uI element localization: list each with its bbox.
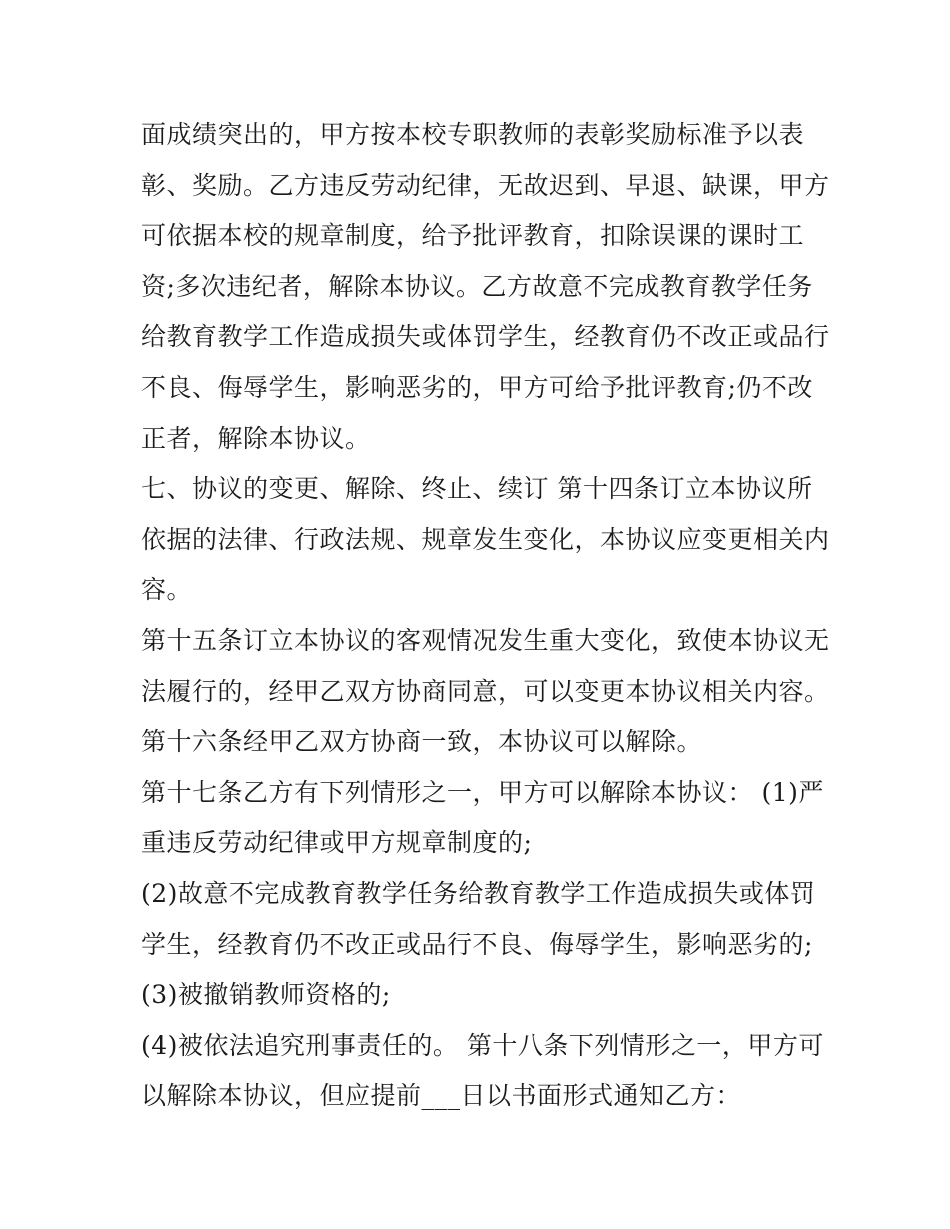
text-line: 面成绩突出的，甲方按本校专职教师的表彰奖励标准予以表 [141,120,805,149]
text-line: 彰、奖励。乙方违反劳动纪律，无故迟到、早退、缺课，甲方 [141,170,830,200]
text-line: 法履行的，经甲乙双方协商同意，可以变更本协议相关内容。 [141,676,830,706]
list-item-4: (4)被依法追究刑事责任的。 第十八条下列情形之一，甲方可 [141,1030,824,1060]
text-line: 可依据本校的规章制度，给予批评教育，扣除误课的课时工 [141,221,805,251]
text-line: 正者，解除本协议。 [141,423,371,453]
text-line: 重违反劳动纪律或甲方规章制度的; [141,828,533,858]
text-line: 不良、侮辱学生，影响恶劣的，甲方可给予批评教育;仍不改 [141,372,813,402]
text-line: 容。 [141,575,193,605]
list-item-3: (3)被撤销教师资格的; [141,980,391,1010]
article-17-line: 第十七条乙方有下列情形之一，甲方可以解除本协议： (1)严 [141,777,824,807]
document-body [141,110,830,1122]
text-line: 学生，经教育仍不改正或品行不良、侮辱学生，影响恶劣的; [141,929,813,959]
text-line: 依据的法律、行政法规、规章发生变化，本协议应变更相关内 [141,524,830,554]
article-16-line: 第十六条经甲乙双方协商一致，本协议可以解除。 [141,727,703,757]
text-line: 给教育教学工作造成损失或体罚学生，经教育仍不改正或品行 [141,322,830,352]
text-line: 以解除本协议，但应提前___日以书面形式通知乙方： [141,1081,742,1111]
list-item-2: (2)故意不完成教育教学任务给教育教学工作造成损失或体罚 [141,878,816,908]
text-line: 资;多次违纪者，解除本协议。乙方故意不完成教育教学任务 [141,271,813,301]
section-heading-line: 七、协议的变更、解除、终止、续订 第十四条订立本协议所 [141,474,813,504]
article-15-line: 第十五条订立本协议的客观情况发生重大变化，致使本协议无 [141,625,830,655]
